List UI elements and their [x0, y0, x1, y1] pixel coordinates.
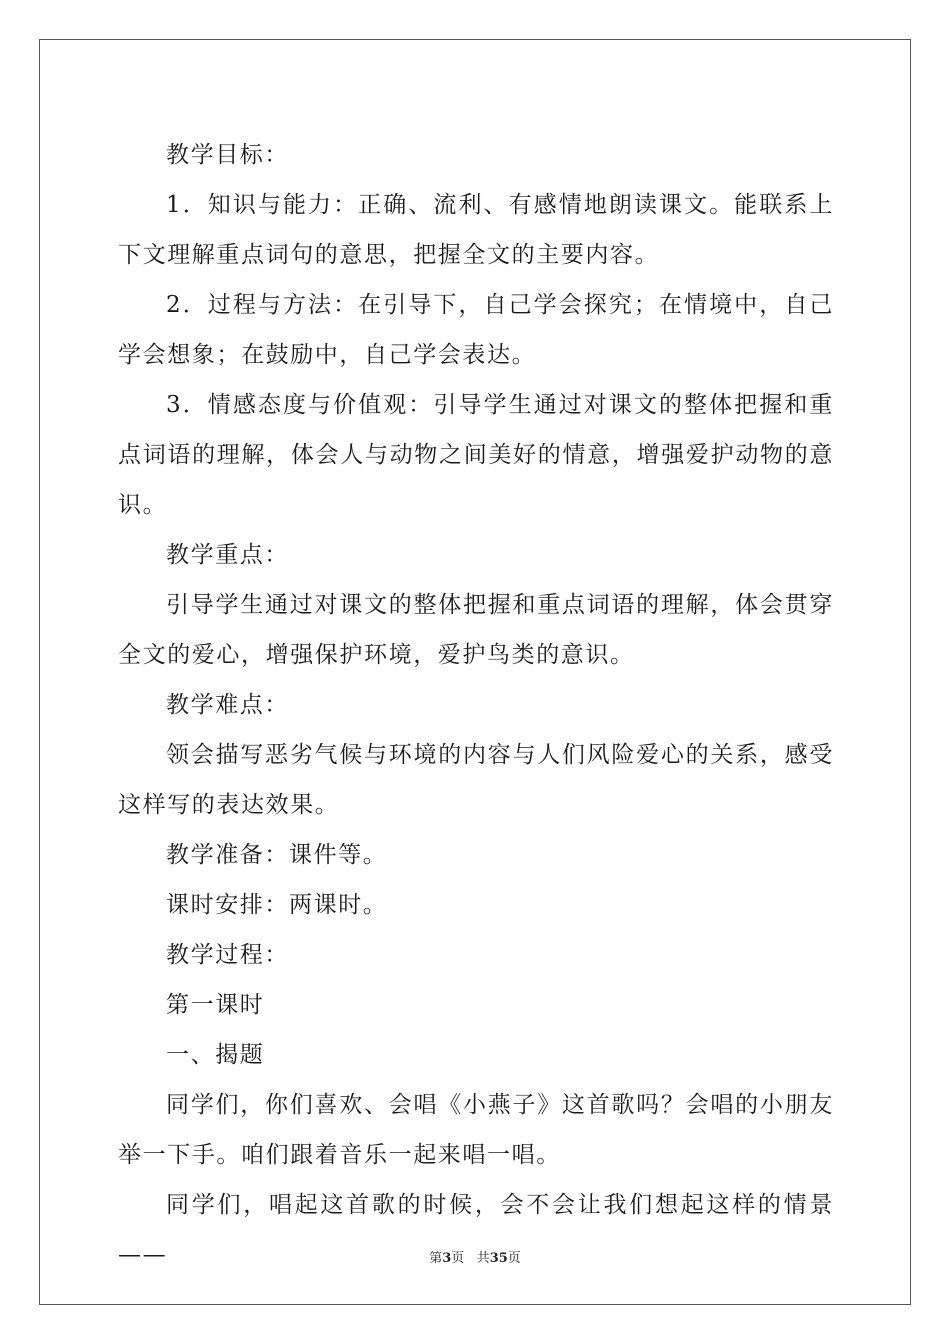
lesson-one-heading: 第一课时	[166, 992, 265, 1018]
difficulties-text: 领会描写恶劣气候与环境的内容与人们风险爱心的关系，感受这样写的表达效果。	[118, 742, 834, 818]
document-body	[118, 130, 834, 1280]
footer-page-suffix: 页	[451, 1251, 465, 1266]
section-reveal-title: 一、揭题	[166, 1042, 265, 1068]
page-footer	[0, 1247, 950, 1266]
footer-total-suffix: 页	[507, 1251, 521, 1266]
footer-total-prefix: 共	[476, 1251, 490, 1266]
scene-paragraph: 同学们，唱起这首歌的时候，会不会让我们想起这样的情景——	[118, 1192, 834, 1268]
preparation-text: 教学准备：课件等。	[166, 842, 388, 868]
heading-difficulties: 教学难点：	[166, 692, 289, 718]
schedule-text: 课时安排：两课时。	[166, 892, 388, 918]
key-points-text: 引导学生通过对课文的整体把握和重点词语的理解，体会贯穿全文的爱心，增强保护环境，爱护鸟类的意识。	[118, 592, 834, 668]
footer-page-prefix: 第	[429, 1251, 443, 1266]
goal-process-method: 2．过程与方法：在引导下，自己学会探究；在情境中，自己学会想象；在鼓励中，自己学会表达。	[118, 292, 834, 368]
heading-key-points: 教学重点：	[166, 542, 289, 568]
heading-teaching-goals: 教学目标：	[166, 142, 289, 168]
heading-process: 教学过程：	[166, 942, 289, 968]
goal-knowledge-ability: 1．知识与能力：正确、流利、有感情地朗读课文。能联系上下文理解重点词句的意思，把握全文的主要内容。	[118, 192, 834, 268]
goal-emotion-values: 3．情感态度与价值观：引导学生通过对课文的整体把握和重点词语的理解，体会人与动物之间美好的情意，增强爱护动物的意识。	[118, 392, 834, 518]
intro-song-paragraph: 同学们，你们喜欢、会唱《小燕子》这首歌吗？会唱的小朋友举一下手。咱们跟着音乐一起来唱一唱。	[118, 1092, 834, 1168]
footer-total-pages: 35	[489, 1251, 508, 1266]
footer-page-number: 3	[442, 1251, 452, 1266]
